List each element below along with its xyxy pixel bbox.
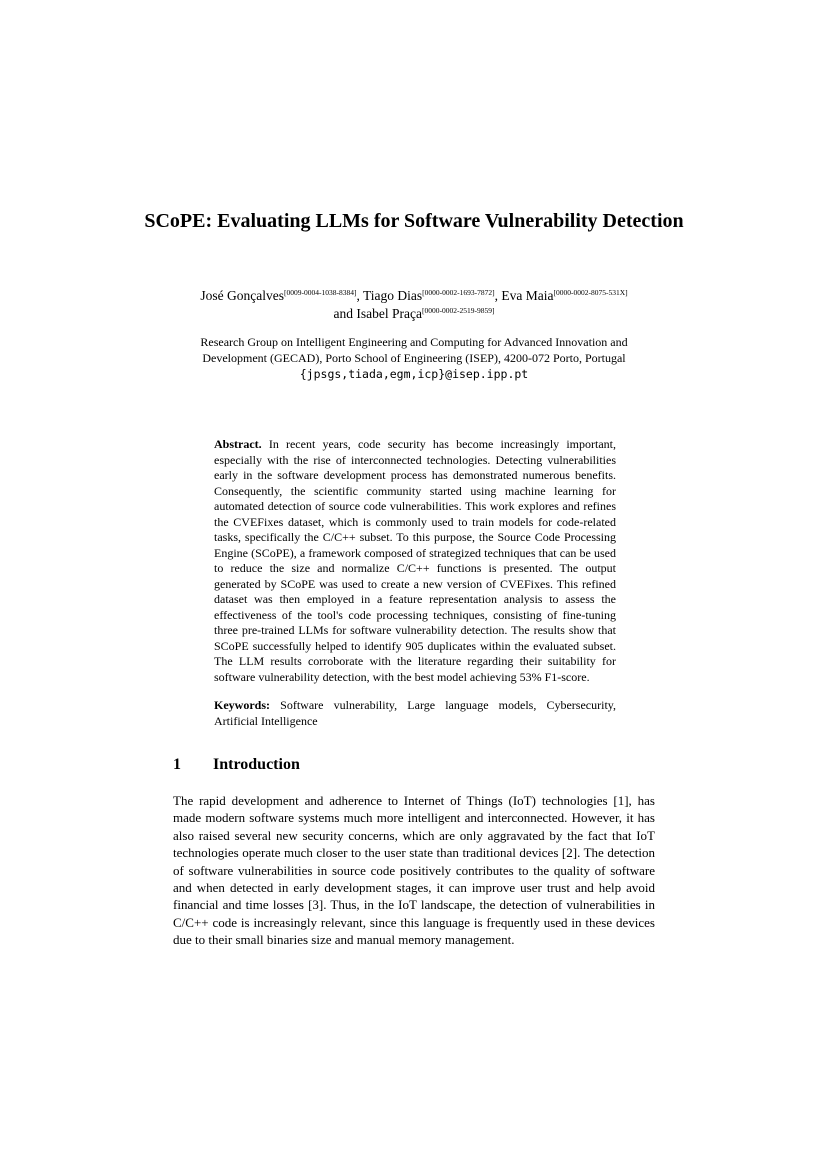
keywords-text: Software vulnerability, Large language models, Cybersecurity, Artificial Intelligence [214, 698, 617, 728]
section-heading [173, 755, 673, 775]
keywords-label: Keywords: [214, 698, 270, 712]
author-name: Isabel Praça [356, 306, 422, 321]
affiliation-block [168, 334, 660, 382]
section-title: Introduction [213, 756, 300, 773]
author-separator: , [356, 288, 363, 303]
affiliation: Research Group on Intelligent Engineering and Computing for Advanced Innovation and Development (GECAD), Porto School of Engineering (ISEP), 4200-072 Porto, Portugal [200, 335, 628, 365]
author-separator: , [494, 288, 502, 303]
author-orcid: [0000-0002-1693-7872] [422, 288, 495, 297]
section-number: 1 [173, 756, 181, 773]
author-name: Tiago Dias [362, 288, 423, 303]
abstract-label: Abstract. [214, 437, 262, 451]
author-list [120, 287, 708, 323]
author-orcid: [0000-0002-8075-531X] [553, 288, 628, 297]
author-orcid: [0000-0002-2519-9859] [421, 306, 495, 315]
author-separator: and [333, 306, 357, 321]
paper-title: SCoPE: Evaluating LLMs for Software Vulnerability Detection [144, 210, 684, 232]
keywords [214, 697, 616, 729]
author-orcid: [0009-0004-1038-8384] [283, 288, 357, 297]
abstract-text: In recent years, code security has become increasingly important, especially with the rise of interconnected technologies. Detecting vulnerabilities early in the software development process has demonstrated numerous benefits. Consequently, the scientific community started using machine learning for automated detection of source code vulnerabilities. This work explores and refines the CVEFixes dataset, which is commonly used to train models for code-related tasks, specifically the C/C++ subset. To this purpose, the Source Code Processing Engine (SCoPE), a framework composed of strategized techniques that can be used to reduce the size and normalize C/C++ functions is presented. The output generated by SCoPE was used to create a new version of CVEFixes. This refined dataset was then employed in a feature representation analysis to assess the effectiveness of the tool's code processing techniques, consisting of fine-tuning three pre-trained LLMs for software vulnerability detection. The results show that SCoPE successfully helped to identify 905 duplicates within the evaluated subset. The LLM results corroborate with the literature regarding their suitability for software vulnerability detection, with the best model achieving 53% F1-score. [214, 437, 617, 684]
author-name: José Gonçalves [200, 288, 284, 303]
abstract [214, 437, 616, 685]
email-address: {jpsgs,tiada,egm,icp}@isep.ipp.pt [299, 367, 529, 381]
author-name: Eva Maia [501, 288, 554, 303]
intro-paragraph: The rapid development and adherence to Internet of Things (IoT) technologies [1], has made modern software systems much more intelligent and interconnected. However, it has also raised several new security concerns, which are only aggravated by the fact that IoT technologies operate much closer to the user state than traditional devices [2]. The detection of software vulnerabilities in source code positively contributes to the quality of software and when detected in early development stages, it can improve user trust and help avoid financial and time losses [3]. Thus, in the IoT landscape, the detection of vulnerabilities in C/C++ code is increasingly relevant, since this language is frequently used in these devices due to their small binaries size and manual memory management. [173, 793, 655, 948]
